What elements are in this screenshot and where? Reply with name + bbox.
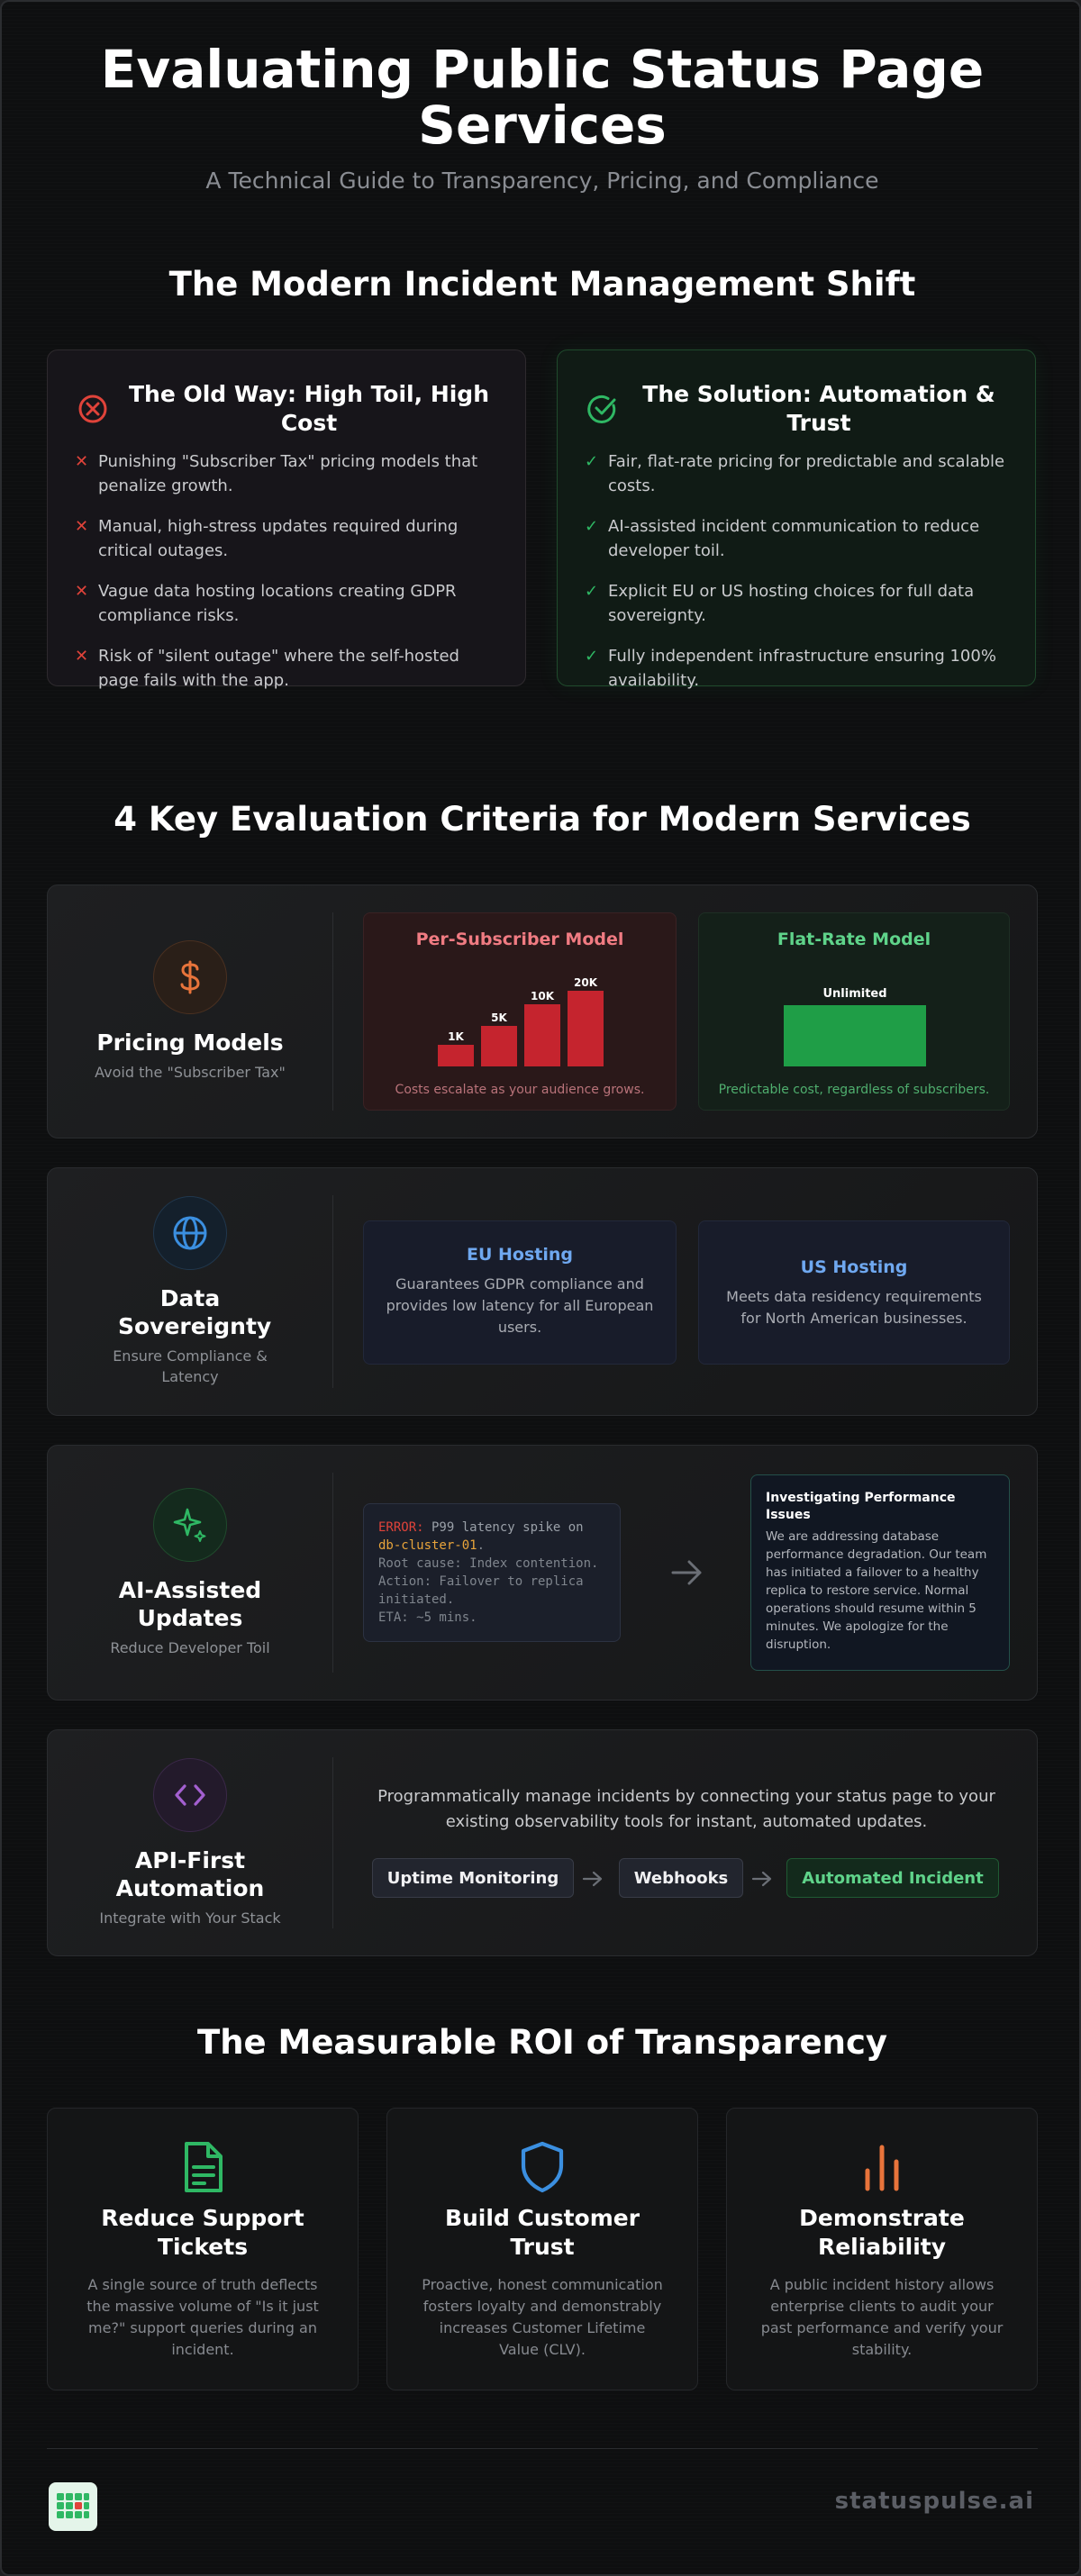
code-icon [153, 1758, 227, 1832]
x-icon: ✕ [75, 647, 89, 666]
bar-5k [481, 1026, 517, 1066]
per-subscriber-bar-chart [438, 962, 609, 1066]
shift-section-title: The Modern Incident Management Shift [168, 265, 916, 304]
status-message-body: We are addressing database performance degradation. Our team has initiated a failover to a healthy replica to restore service. Normal operations should resume within 5 minutes. We apologize for the disruption. [766, 1529, 987, 1652]
per-subscriber-panel [363, 912, 677, 1111]
status-message-panel [750, 1474, 1010, 1671]
criteria-sub: Avoid the "Subscriber Tax" [95, 1064, 286, 1081]
roi-card [47, 2108, 359, 2390]
divider [332, 1473, 333, 1673]
roi-text: A public incident history allows enterprise clients to audit your past performance and verify your stability. [760, 2276, 1004, 2358]
roi-text: A single source of truth deflects the massive volume of "Is it just me?" support queries during an incident. [86, 2276, 319, 2358]
x-icon: ✕ [75, 517, 89, 536]
solution-list [585, 449, 1008, 693]
roi-title: Reduce Support Tickets [101, 2205, 304, 2260]
list-item: ✕ Punishing "Subscriber Tax" pricing models that penalize growth. [75, 449, 498, 498]
api-description: Programmatically manage incidents by connecting your status page to your existing observability tools for instant, automated updates. [377, 1787, 995, 1831]
flat-rate-bar-label: Unlimited [822, 987, 887, 1001]
api-flow [372, 1858, 1003, 1898]
old-way-title: The Old Way: High Toil, High Cost [128, 381, 490, 436]
divider [332, 1757, 333, 1928]
log-db-name: db-cluster-01 [378, 1538, 477, 1553]
list-item: ✓ AI-assisted incident communication to reduce developer toil. [585, 514, 1008, 563]
flow-step-uptime-monitoring: Uptime Monitoring [372, 1858, 574, 1898]
roi-title: Demonstrate Reliability [799, 2205, 965, 2260]
sparkle-icon [153, 1488, 227, 1562]
sovereignty-card [47, 1167, 1038, 1416]
solution-title: The Solution: Automation & Trust [642, 381, 995, 436]
document-icon [80, 2136, 325, 2199]
arrow-right-icon [750, 1869, 774, 1892]
us-hosting-text: Meets data residency requirements for North American businesses. [726, 1288, 982, 1327]
bar-1k [438, 1045, 474, 1066]
flow-step-webhooks: Webhooks [619, 1858, 743, 1898]
flat-rate-caption: Predictable cost, regardless of subscribers. [718, 1083, 990, 1097]
list-item: ✓ Fair, flat-rate pricing for predictable and scalable costs. [585, 449, 1008, 498]
us-hosting-panel [698, 1220, 1010, 1365]
x-icon: ✕ [75, 582, 89, 601]
criteria-name: AI-Assisted Updates [118, 1576, 262, 1631]
flat-rate-panel [698, 912, 1010, 1111]
list-item: ✕ Manual, high-stress updates required during critical outages. [75, 514, 498, 563]
incident-log-panel [363, 1503, 621, 1642]
brand-name: statuspulse.ai [834, 2488, 1034, 2515]
roi-card [726, 2108, 1038, 2390]
ai-updates-card [47, 1445, 1038, 1701]
shield-icon [420, 2136, 665, 2199]
arrow-right-icon [669, 1557, 705, 1592]
per-subscriber-caption: Costs escalate as your audience grows. [395, 1083, 645, 1097]
roi-card [386, 2108, 698, 2390]
log-error-tag: ERROR: [378, 1520, 424, 1535]
x-icon: ✕ [75, 452, 89, 471]
grid-logo-icon [49, 2482, 97, 2531]
list-item: ✕ Risk of "silent outage" where the self-hosted page fails with the app. [75, 644, 498, 693]
list-item: ✕ Vague data hosting locations creating GDPR compliance risks. [75, 579, 498, 628]
x-circle-icon [75, 391, 111, 427]
roi-text: Proactive, honest communication fosters loyalty and demonstrably increases Customer Lifetime Value (CLV). [422, 2276, 663, 2358]
old-way-card [47, 349, 526, 690]
us-hosting-title: US Hosting [800, 1257, 908, 1277]
per-subscriber-title: Per-Subscriber Model [415, 930, 624, 949]
dollar-icon [153, 940, 227, 1014]
flow-step-automated-incident: Automated Incident [786, 1858, 999, 1898]
criteria-name: Pricing Models [96, 1029, 284, 1056]
check-icon: ✓ [585, 647, 599, 666]
incident-log: ERROR: P99 latency spike on db-cluster-01. Root cause: Index contention. Action: Failover to replica initiated. ETA: ~5 mins. [378, 1520, 599, 1625]
check-icon: ✓ [585, 452, 599, 471]
criteria-sub: Integrate with Your Stack [99, 1909, 281, 1927]
roi-section-title: The Measurable ROI of Transparency [196, 2023, 888, 2062]
bar-20k [568, 991, 604, 1066]
check-icon: ✓ [585, 582, 599, 601]
list-item: ✓ Fully independent infrastructure ensuring 100% availability. [585, 644, 1008, 693]
bar-label: 5K [491, 1011, 507, 1024]
bar-10k [524, 1004, 560, 1066]
eu-hosting-panel [363, 1220, 677, 1365]
divider [332, 1195, 333, 1388]
eu-hosting-title: EU Hosting [466, 1245, 573, 1265]
old-way-list [75, 449, 498, 693]
flat-rate-bar [784, 1005, 926, 1066]
criteria-sub: Ensure Compliance & Latency [113, 1347, 268, 1385]
check-icon: ✓ [585, 517, 599, 536]
check-circle-icon [585, 391, 621, 427]
globe-icon [153, 1196, 227, 1270]
pricing-card [47, 884, 1038, 1138]
footer-divider [47, 2448, 1038, 2449]
bar-label: 20K [574, 976, 597, 989]
divider [332, 912, 333, 1111]
eu-hosting-text: Guarantees GDPR compliance and provides low latency for all European users. [386, 1275, 654, 1336]
criteria-name: Data Sovereignty [118, 1285, 272, 1339]
bar-label: 1K [448, 1030, 464, 1043]
page-subtitle: A Technical Guide to Transparency, Pricing, and Compliance [205, 168, 879, 194]
bar-label: 10K [531, 990, 554, 1002]
criteria-name: API-First Automation [115, 1846, 265, 1901]
solution-card [557, 349, 1036, 690]
list-item: ✓ Explicit EU or US hosting choices for full data sovereignty. [585, 579, 1008, 628]
roi-title: Build Customer Trust [444, 2205, 640, 2260]
arrow-right-icon [581, 1869, 604, 1892]
flat-rate-title: Flat-Rate Model [777, 930, 931, 949]
status-message-title: Investigating Performance Issues [766, 1491, 956, 1522]
page-title: Evaluating Public Status Page Services [100, 39, 985, 156]
criteria-section-title: 4 Key Evaluation Criteria for Modern Services [114, 800, 971, 839]
bar-chart-icon [759, 2136, 1004, 2199]
api-automation-card [47, 1729, 1038, 1956]
criteria-sub: Reduce Developer Toil [110, 1638, 270, 1656]
